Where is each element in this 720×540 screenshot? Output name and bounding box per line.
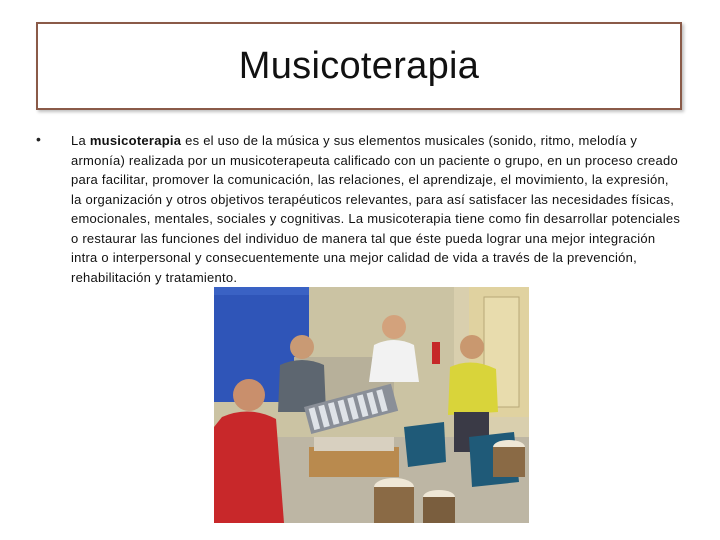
paragraph-rest: es el uso de la música y sus elementos musicales (sonido, ritmo, melodía y armonía) realizada por un musicoterapeuta calificado con un paciente o grupo, en un proceso creado para facilitar, promover la comunicación, las relaciones, el aprendizaje, el movimiento, la expresión, la organización y otros objetivos terapéuticos relevantes, para así satisfacer las necesidades físicas, emocionales, mentales, sociales y cognitivas. La musicoterapia tiene como fin desarrollar potenciales o restaurar las funciones del individuo de manera tal que éste pueda lograr una mejor integración intra o interpersonal y consecuentemente una mejor calidad de vida a través de la prevención, rehabilitación y tratamiento.	[71, 133, 681, 285]
paragraph-lead: La	[71, 133, 90, 148]
slide-title: Musicoterapia	[238, 44, 480, 87]
paragraph-term: musicoterapia	[89, 133, 182, 148]
bullet-marker: •	[36, 131, 41, 147]
music-therapy-photo	[214, 287, 529, 523]
title-box	[36, 22, 682, 110]
body-paragraph	[71, 131, 681, 287]
